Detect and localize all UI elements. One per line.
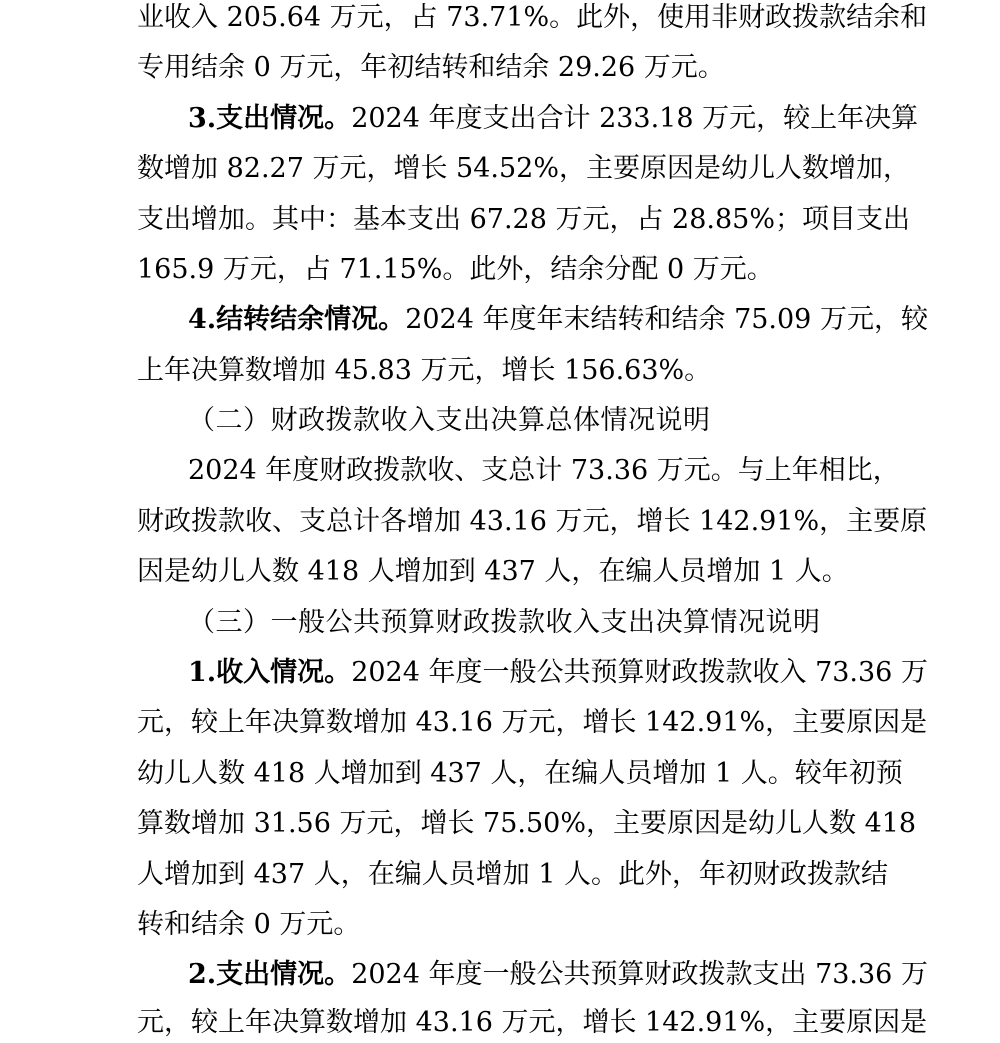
paragraph-line bbox=[137, 250, 877, 290]
line-text: 数增加 82.27 万元，增长 54.52%，主要原因是幼儿人数增加， bbox=[137, 153, 910, 184]
line-text: 2024 年度年末结转和结余 75.09 万元，较 bbox=[405, 304, 928, 335]
line-text: 2024 年度财政拨款收、支总计 73.36 万元。与上年相比， bbox=[188, 455, 900, 486]
paragraph-line bbox=[137, 905, 877, 945]
paragraph-line bbox=[188, 653, 928, 693]
line-text: 165.9 万元，占 71.15%。此外，结余分配 0 万元。 bbox=[137, 254, 774, 285]
paragraph-line bbox=[137, 754, 903, 794]
paragraph-line bbox=[137, 855, 889, 895]
section-label: 4.结转结余情况。 bbox=[188, 304, 406, 335]
line-text: 转和结余 0 万元。 bbox=[137, 909, 361, 940]
section-heading bbox=[188, 401, 877, 441]
line-text: 人增加到 437 人，在编人员增加 1 人。此外，年初财政拨款结 bbox=[137, 859, 889, 890]
paragraph-line bbox=[137, 552, 877, 592]
line-text: 元，较上年决算数增加 43.16 万元，增长 142.91%，主要原因是 bbox=[137, 707, 928, 738]
section-label: 3.支出情况。 bbox=[188, 103, 352, 134]
heading-text: （二）财政拨款收入支出决算总体情况说明 bbox=[188, 405, 711, 436]
heading-text: （三）一般公共预算财政拨款收入支出决算情况说明 bbox=[188, 607, 821, 638]
paragraph-line bbox=[137, 804, 917, 844]
line-text: 因是幼儿人数 418 人增加到 437 人，在编人员增加 1 人。 bbox=[137, 556, 849, 587]
paragraph-line bbox=[137, 48, 877, 88]
line-text: 算数增加 31.56 万元，增长 75.50%，主要原因是幼儿人数 418 bbox=[137, 808, 917, 839]
paragraph-line bbox=[137, 703, 928, 743]
paragraph-line bbox=[188, 300, 928, 340]
line-text: 2024 年度支出合计 233.18 万元，较上年决算 bbox=[351, 103, 919, 134]
paragraph-line bbox=[137, 1003, 928, 1043]
paragraph-line bbox=[188, 451, 900, 491]
section-label: 2.支出情况。 bbox=[188, 959, 352, 990]
paragraph-line bbox=[137, 149, 910, 189]
section-label: 1.收入情况。 bbox=[188, 657, 352, 688]
paragraph-line bbox=[188, 955, 928, 995]
line-text: 业收入 205.64 万元，占 73.71%。此外，使用非财政拨款结余和 bbox=[137, 2, 928, 33]
paragraph-line bbox=[137, 351, 877, 391]
line-text: 2024 年度一般公共预算财政拨款收入 73.36 万 bbox=[351, 657, 928, 688]
section-heading bbox=[188, 603, 877, 643]
line-text: 幼儿人数 418 人增加到 437 人，在编人员增加 1 人。较年初预 bbox=[137, 758, 903, 789]
line-text: 2024 年度一般公共预算财政拨款支出 73.36 万 bbox=[351, 959, 928, 990]
line-text: 财政拨款收、支总计各增加 43.16 万元，增长 142.91%，主要原 bbox=[137, 506, 928, 537]
paragraph-line bbox=[137, 200, 910, 240]
line-text: 支出增加。其中：基本支出 67.28 万元，占 28.85%；项目支出 bbox=[137, 204, 910, 235]
line-text: 专用结余 0 万元，年初结转和结余 29.26 万元。 bbox=[137, 52, 725, 83]
paragraph-line bbox=[137, 502, 928, 542]
line-text: 元，较上年决算数增加 43.16 万元，增长 142.91%，主要原因是 bbox=[137, 1007, 928, 1038]
paragraph-line bbox=[188, 99, 919, 139]
line-text: 上年决算数增加 45.83 万元，增长 156.63%。 bbox=[137, 355, 712, 386]
paragraph-line bbox=[137, 0, 928, 38]
